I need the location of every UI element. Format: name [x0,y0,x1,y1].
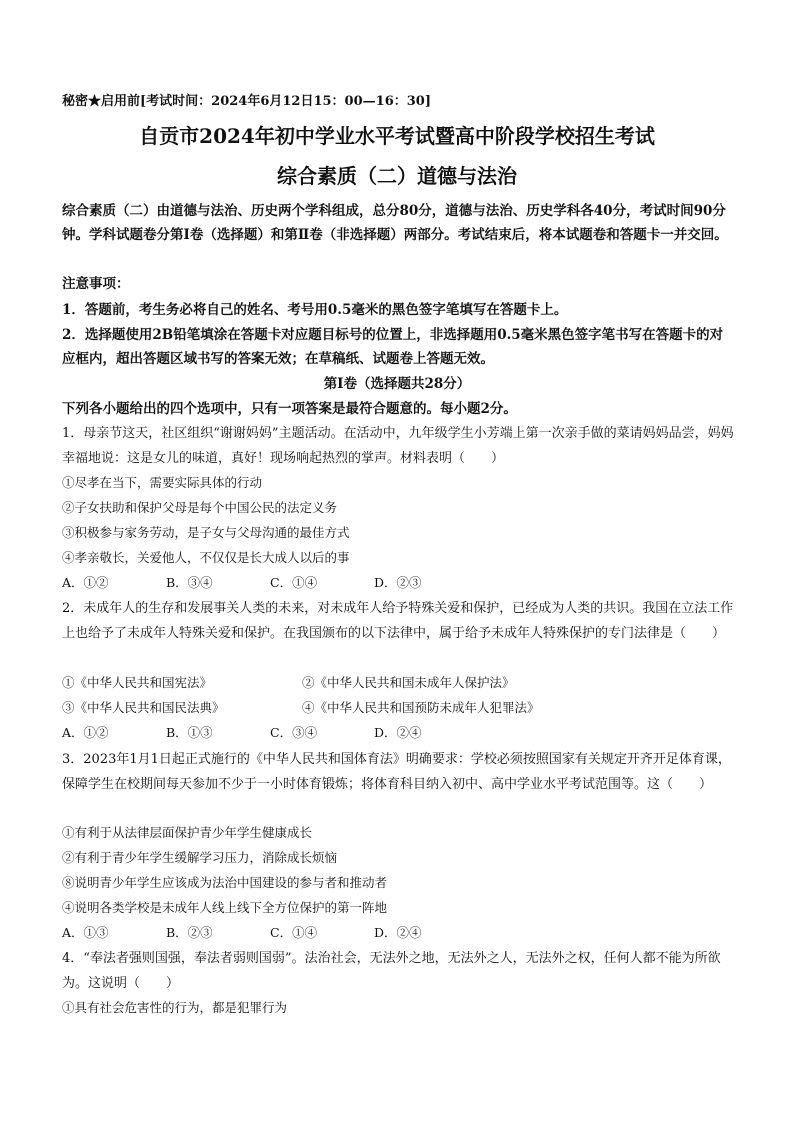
answer-choices [62,923,478,941]
answer-choice: C．①④ [270,575,318,590]
answer-choices [62,723,478,741]
statement-row [62,698,542,716]
answer-choice: D．②④ [374,925,422,940]
answer-choice: B．②③ [166,925,213,940]
question-statement: ②子女扶助和保护父母是每个中国公民的法定义务 [62,500,338,515]
question-statement: ②《中华人民共和国未成年人保护法》 [302,675,515,690]
section-instruction: 下列各小题给出的四个选项中，只有一项答案是最符合题意的。每小题2分。 [62,401,517,417]
question-statement: ②有利于青少年学生缓解学习压力，消除成长烦恼 [62,850,338,865]
answer-choice: B．①③ [166,725,213,740]
note-item: 1．答题前，考生务必将自己的姓名、考号用0.5毫米的黑色签字笔填写在答题卡上。 [62,302,568,318]
subject-title: 综合素质（二）道德与法治 [277,164,517,188]
question-statement: ①尽孝在当下，需要实际具体的行动 [62,475,263,490]
exam-title: 自贡市2024年初中学业水平考试暨高中阶段学校招生考试 [139,124,655,148]
statement-row [62,673,542,691]
question-statement: ⑧说明青少年学生应该成为法治中国建设的参与者和推动者 [62,875,388,890]
answer-choices [62,573,478,591]
question-statement: ④孝亲敬长，关爱他人，不仅仅是长大成人以后的事 [62,550,350,565]
answer-choice: D．②③ [374,575,422,590]
question-statement: ④说明各类学校是未成年人线上线下全方位保护的第一阵地 [62,900,388,915]
question-statement: ③积极参与家务劳动，是子女与父母沟通的最佳方式 [62,525,350,540]
exam-intro: 综合素质（二）由道德与法治、历史两个学科组成，总分80分，道德与法治、历史学科各40分，考试时间90分钟。学科试题卷分第Ⅰ卷（选择题）和第Ⅱ卷（非选择题）两部分。考试结束后，将本试题卷和答题卡一并交回。 [62,203,728,243]
answer-choice: D．②④ [374,725,422,740]
question-statement: ①《中华人民共和国宪法》 [62,675,213,690]
question-stem: 3．2023年1月1日起正式施行的《中华人民共和国体育法》明确要求：学校必须按照国家有关规定开齐开足体育课，保障学生在校期间每天参加不少于一小时体育锻炼；将体育科目纳入初中、高中学业水平考试范围等。这（ ） [62,752,731,792]
confidential-header: 秘密★启用前[考试时间：2024年6月12日15：00—16：30] [62,94,431,109]
question-statement: ④《中华人民共和国预防未成年人犯罪法》 [302,700,540,715]
question-stem: 2．未成年人的生存和发展事关人类的未来，对未成年人给予特殊关爱和保护，已经成为人类的共识。我国在立法工作上也给予了未成年人特殊关爱和保护。在我国颁布的以下法律中，属于给予未成年人特殊保护的专门法律是（ ） [62,601,734,641]
section-title: 第Ⅰ卷（选择题共28分） [323,376,471,392]
answer-choice: B．③④ [166,575,213,590]
question-statement: ①具有社会危害性的行为，都是犯罪行为 [62,1000,288,1015]
notes-heading: 注意事项： [62,276,130,292]
answer-choice: A．①③ [62,925,109,940]
question-statement: ③《中华人民共和国民法典》 [62,700,225,715]
answer-choice: C．③④ [270,725,318,740]
note-item: 2．选择题使用2B铅笔填涂在答题卡对应题目标号的位置上，非选择题用0.5毫米黑色签字笔书写在答题卡的对应框内，超出答题区域书写的答案无效；在草稿纸、试题卷上答题无效。 [62,327,724,367]
answer-choice: A．①② [62,725,109,740]
answer-choice: A．①② [62,575,109,590]
question-stem: 4．“奉法者强则国强，奉法者弱则国弱”。法治社会，无法外之地，无法外之人，无法外之权，任何人都不能为所欲为。这说明（ ） [62,951,721,991]
answer-choice: C．①④ [270,925,318,940]
question-stem: 1．母亲节这天，社区组织“谢谢妈妈”主题活动。在活动中，九年级学生小芳端上第一次亲手做的菜请妈妈品尝，妈妈幸福地说：这是女儿的味道，真好！现场响起热烈的掌声。材料表明（ ） [62,426,734,466]
question-statement: ①有利于从法律层面保护青少年学生健康成长 [62,825,313,840]
